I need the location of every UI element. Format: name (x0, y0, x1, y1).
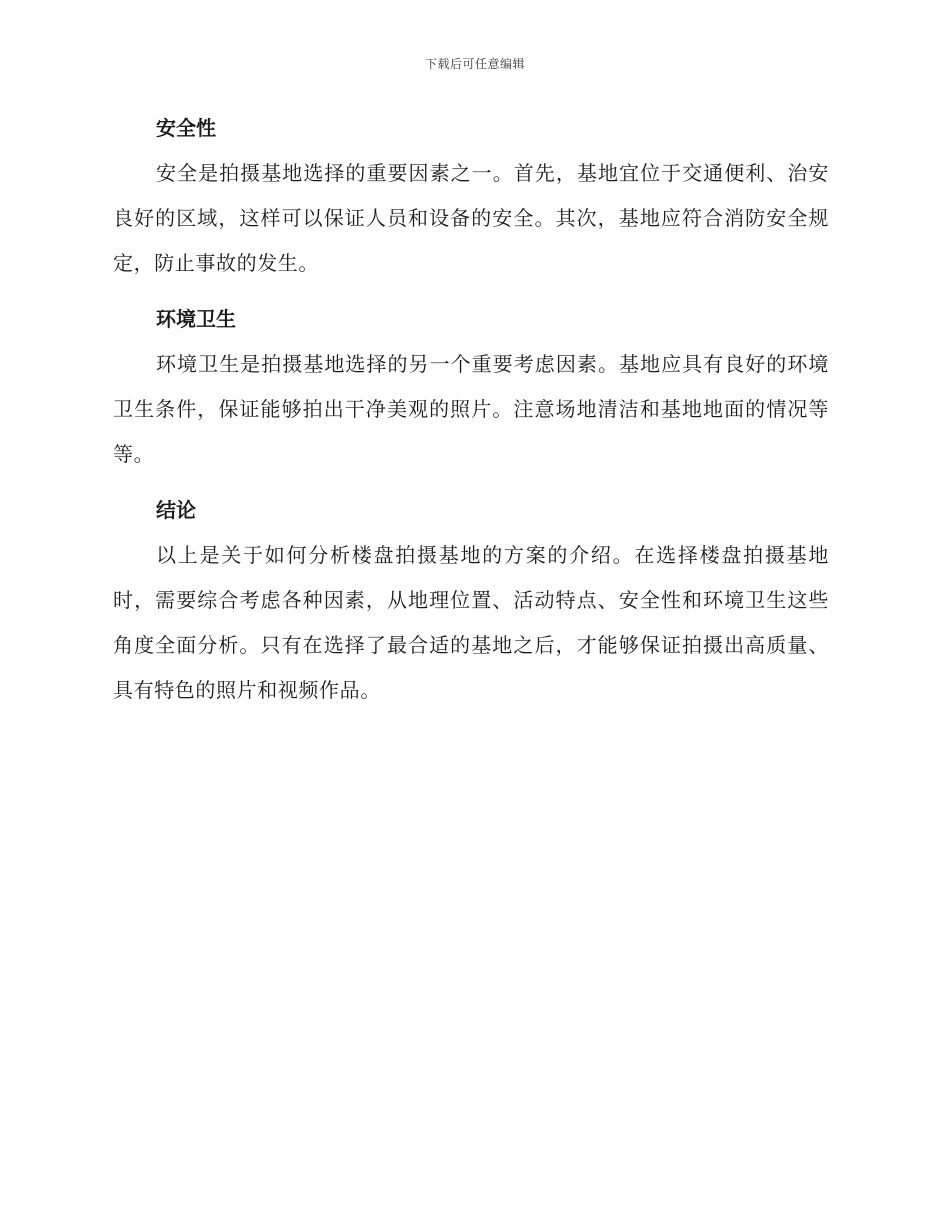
section-paragraph-hygiene: 环境卫生是拍摄基地选择的另一个重要考虑因素。基地应具有良好的环境卫生条件，保证能够拍出干净美观的照片。注意场地清洁和基地地面的情况等等。 (113, 352, 829, 466)
document-body (113, 106, 829, 724)
section-paragraph-conclusion: 以上是关于如何分析楼盘拍摄基地的方案的介绍。在选择楼盘拍摄基地时，需要综合考虑各种因素，从地理位置、活动特点、安全性和环境卫生这些角度全面分析。只有在选择了最合适的基地之后，才能够保证拍摄出高质量、具有特色的照片和视频作品。 (113, 543, 829, 702)
section-heading-hygiene: 环境卫生 (156, 307, 236, 331)
header-note: 下载后可任意编辑 (424, 57, 525, 71)
section-heading-safety: 安全性 (156, 116, 216, 140)
section-heading-conclusion: 结论 (156, 498, 196, 522)
section-paragraph-safety: 安全是拍摄基地选择的重要因素之一。首先，基地宜位于交通便利、治安良好的区域，这样可以保证人员和设备的安全。其次，基地应符合消防安全规定，防止事故的发生。 (113, 161, 829, 275)
